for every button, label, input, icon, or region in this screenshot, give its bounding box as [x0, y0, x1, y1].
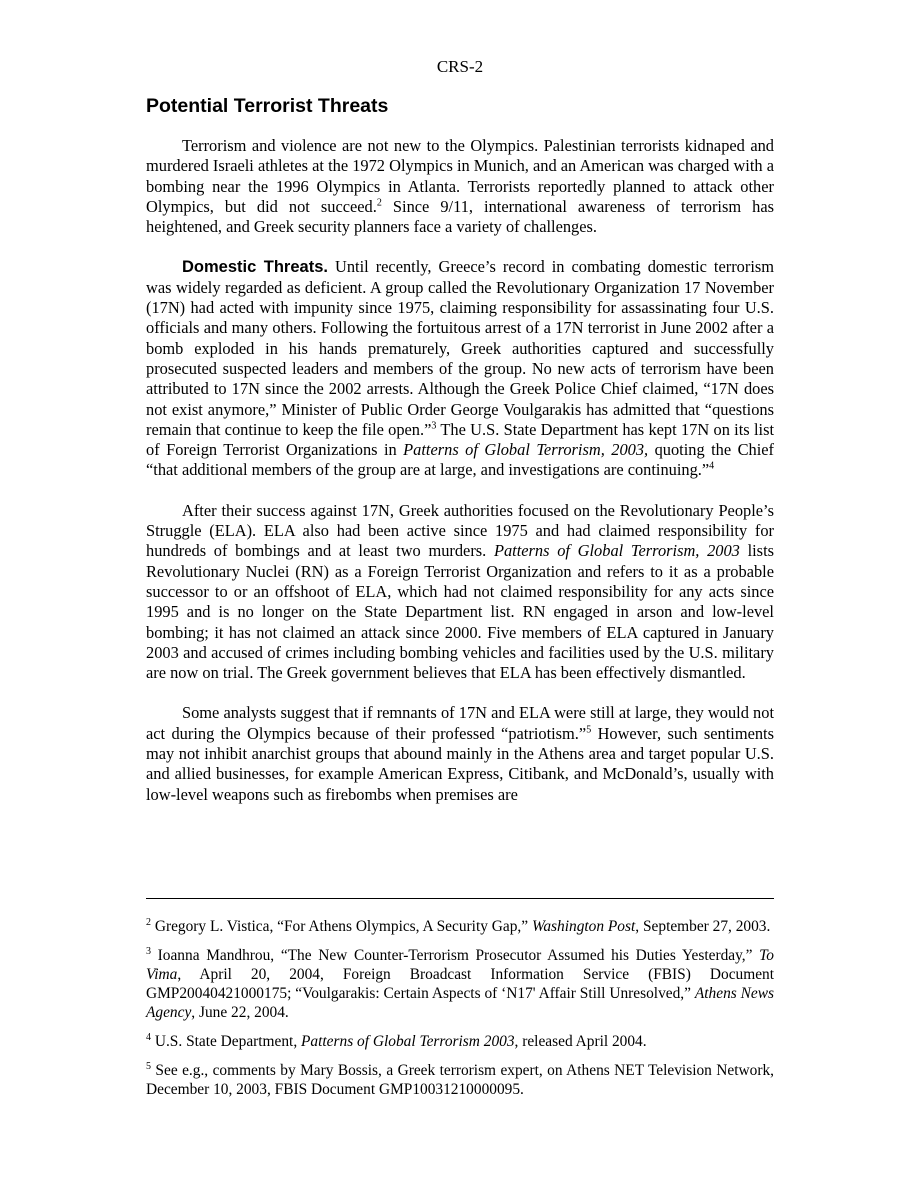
- paragraph-text: Since 9/11, international awareness of terrorism has heightened, and Greek security planners face a variety of challenges.: [146, 196, 774, 237]
- footnotes: [146, 917, 774, 1109]
- footnote-3: [146, 946, 774, 1022]
- footnote-number: 2: [146, 916, 151, 928]
- publication-title: Athens News Agency: [146, 985, 774, 1021]
- footnote-ref-3: 3: [431, 420, 437, 432]
- publication-title: Washington Post: [531, 918, 636, 935]
- paragraph-text: lists Revolutionary Nuclei (RN) as a Foreign Terrorist Organization and refers to it as a probable successor to or an offshoot of ELA, which had not claimed responsibility for any acts since 1995 and is no longer on the State Department list. RN engaged in arson and low-level bombing; it has not claimed an attack since 2000. Five members of ELA captured in January 2003 and accused of crimes including bombing vehicles and facilities used by the U.S. military are now on trial. The Greek government believes that ELA has been effectively dismantled.: [146, 541, 774, 683]
- footnote-text: , released April 2004.: [514, 1033, 647, 1050]
- subsection-heading: Domestic Threats.: [182, 258, 328, 277]
- publication-title: Patterns of Global Terrorism, 2003: [493, 541, 740, 561]
- paragraph-text: Until recently, Greece’s record in combating domestic terrorism was widely regarded as deficient. A group called the Revolutionary Organization 17 November (17N) had acted with impunity since 1975, claiming responsibility for assassinating four U.S. officials and many others. Following the fortuitous arrest of a 17N terrorist in June 2002 after a bomb exploded in his hands prematurely, Greek authorities captured and successfully prosecuted suspected leaders and members of the group. No new acts of terrorism have been attributed to 17N since the 2002 arrests. Although the Greek Police Chief claimed, “17N does not exist anymore,” Minister of Public Order George Voulgarakis has admitted that “questions remain that continue to keep the file open.”: [146, 257, 774, 439]
- footnote-number: 5: [146, 1060, 151, 1072]
- publication-title: To Vima: [146, 947, 774, 983]
- footnote-text: U.S. State Department,: [151, 1033, 302, 1050]
- footnote-text: Ioanna Mandhrou, “The New Counter-Terrorism Prosecutor Assumed his Duties Yesterday,”: [151, 947, 760, 964]
- publication-title: Patterns of Global Terrorism 2003: [301, 1033, 515, 1050]
- footnote-4: [146, 1032, 774, 1051]
- footnote-number: 4: [146, 1031, 151, 1043]
- footnote-text: , June 22, 2004.: [191, 1004, 289, 1021]
- paragraph-text: However, such sentiments may not inhibit anarchist groups that abound mainly in the Athens area and target popular U.S. and allied businesses, for example American Express, Citibank, and McDonald’s, usually with low-level weapons such as firebombs when premises are: [146, 723, 774, 804]
- paragraph-domestic-threats: [146, 257, 774, 480]
- footnote-text: Gregory L. Vistica, “For Athens Olympics, A Security Gap,”: [151, 918, 532, 935]
- footnote-5: [146, 1061, 774, 1099]
- paragraph-olympic-violence: [146, 136, 774, 237]
- paragraph-text: quoting the Chief “that additional members of the group are at large, and investigations are continuing.”: [146, 440, 774, 480]
- footnote-number: 3: [146, 945, 151, 957]
- paragraph-ela: [146, 501, 774, 684]
- footnote-ref-5: 5: [586, 724, 592, 736]
- page-header: [0, 56, 920, 78]
- paragraph-text: Terrorism and violence are not new to the Olympics. Palestinian terrorists kidnaped and murdered Israeli athletes at the 1972 Olympics in Munich, and an American was charged with a bombing near the 1996 Olympics in Atlanta. Terrorists reportedly planned to attack other Olympics, but did not succeed.: [146, 136, 774, 216]
- paragraph-text: The U.S. State Department has kept 17N on its list of Foreign Terrorist Organizations in: [146, 419, 774, 460]
- footnote-divider: [146, 898, 774, 899]
- paragraph-anarchist-groups: [146, 703, 774, 804]
- paragraph-text: After their success against 17N, Greek authorities focused on the Revolutionary People’s Struggle (ELA). ELA also had been active since 1975 and had claimed responsibility for hundreds of bombings and at least two murders.: [146, 500, 774, 561]
- main-content: [146, 94, 774, 825]
- publication-title: Patterns of Global Terrorism, 2003,: [403, 440, 649, 460]
- section-heading: Potential Terrorist Threats: [146, 95, 389, 117]
- footnote-text: , April 20, 2004, Foreign Broadcast Information Service (FBIS) Document GMP20040421000175; “Voulgarakis: Certain Aspects of ‘N17' Affair Still Unresolved,”: [146, 966, 774, 1002]
- footnote-ref-4: 4: [709, 460, 715, 472]
- footnote-text: , September 27, 2003.: [635, 918, 771, 935]
- paragraph-text: Some analysts suggest that if remnants of 17N and ELA were still at large, they would not act during the Olympics because of their professed “patriotism.”: [146, 703, 774, 743]
- footnote-2: [146, 917, 774, 936]
- footnote-text: See e.g., comments by Mary Bossis, a Greek terrorism expert, on Athens NET Television Network, December 10, 2003, FBIS Document GMP10031210000095.: [146, 1062, 774, 1098]
- page-number: CRS-2: [436, 57, 484, 76]
- footnote-ref-2: 2: [376, 197, 382, 209]
